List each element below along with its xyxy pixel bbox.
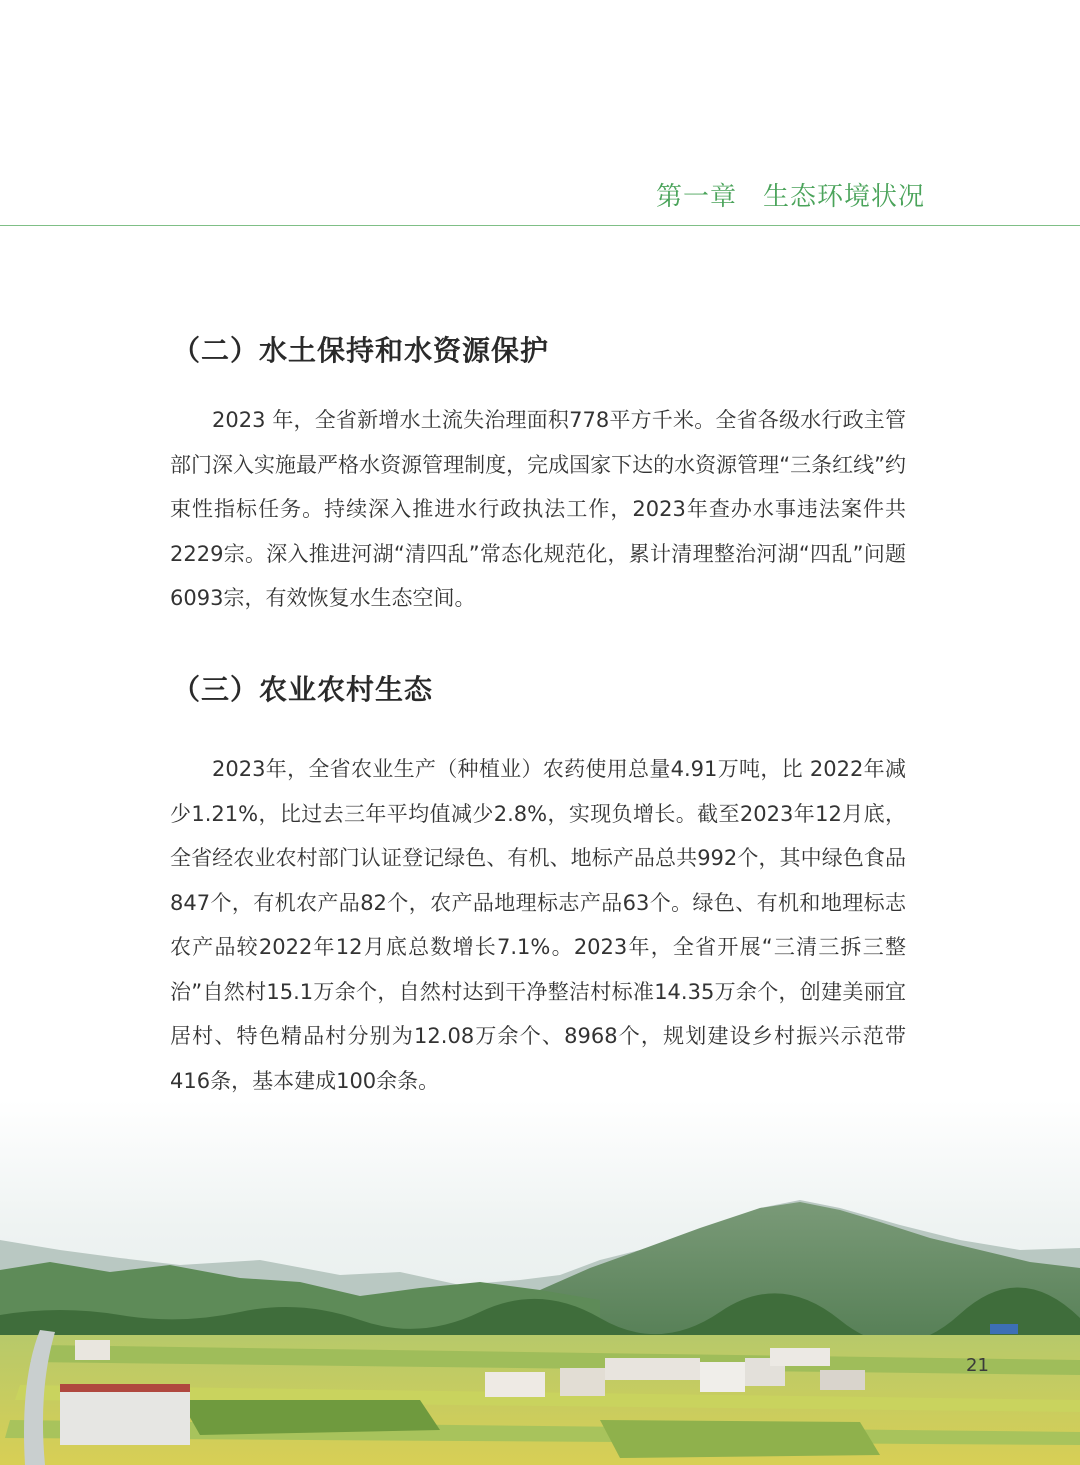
chapter-name: 生态环境状况 [762, 182, 925, 212]
page-number: 21 [966, 1355, 989, 1376]
section-heading-water: （二）水土保持和水资源保护 [172, 334, 550, 367]
chapter-label: 第一章 [655, 182, 737, 212]
section-heading-agriculture: （三）农业农村生态 [172, 673, 434, 706]
chapter-title [656, 176, 925, 213]
section-paragraph-agriculture: 2023年，全省农业生产（种植业）农药使用总量4.91万吨，比 2022年减少1.21%，比过去三年平均值减少2.8%，实现负增长。截至2023年12月底，全省经农业农村部门认证登记绿色、有机、地标产品总共992个，其中绿色食品847个，有机农产品82个，农产品地理标志产品63个。绿色、有机和地理标志农产品较2022年12月底总数增长7.1%。2023年，全省开展“三清三拆三整治”自然村15.1万余个，自然村达到干净整洁村标准14.35万余个，创建美丽宜居村、特色精品村分别为12.08万余个、8968个，规划建设乡村振兴示范带416条，基本建成100余条。 [170, 757, 906, 1093]
rural-landscape-photo [0, 1100, 1080, 1465]
header-divider [0, 225, 1080, 226]
section-paragraph-water: 2023 年，全省新增水土流失治理面积778平方千米。全省各级水行政主管部门深入实施最严格水资源管理制度，完成国家下达的水资源管理“三条红线”约束性指标任务。持续深入推进水行政执法工作，2023年查办水事违法案件共2229宗。深入推进河湖“清四乱”常态化规范化，累计清理整治河湖“四乱”问题6093宗，有效恢复水生态空间。 [170, 408, 906, 610]
